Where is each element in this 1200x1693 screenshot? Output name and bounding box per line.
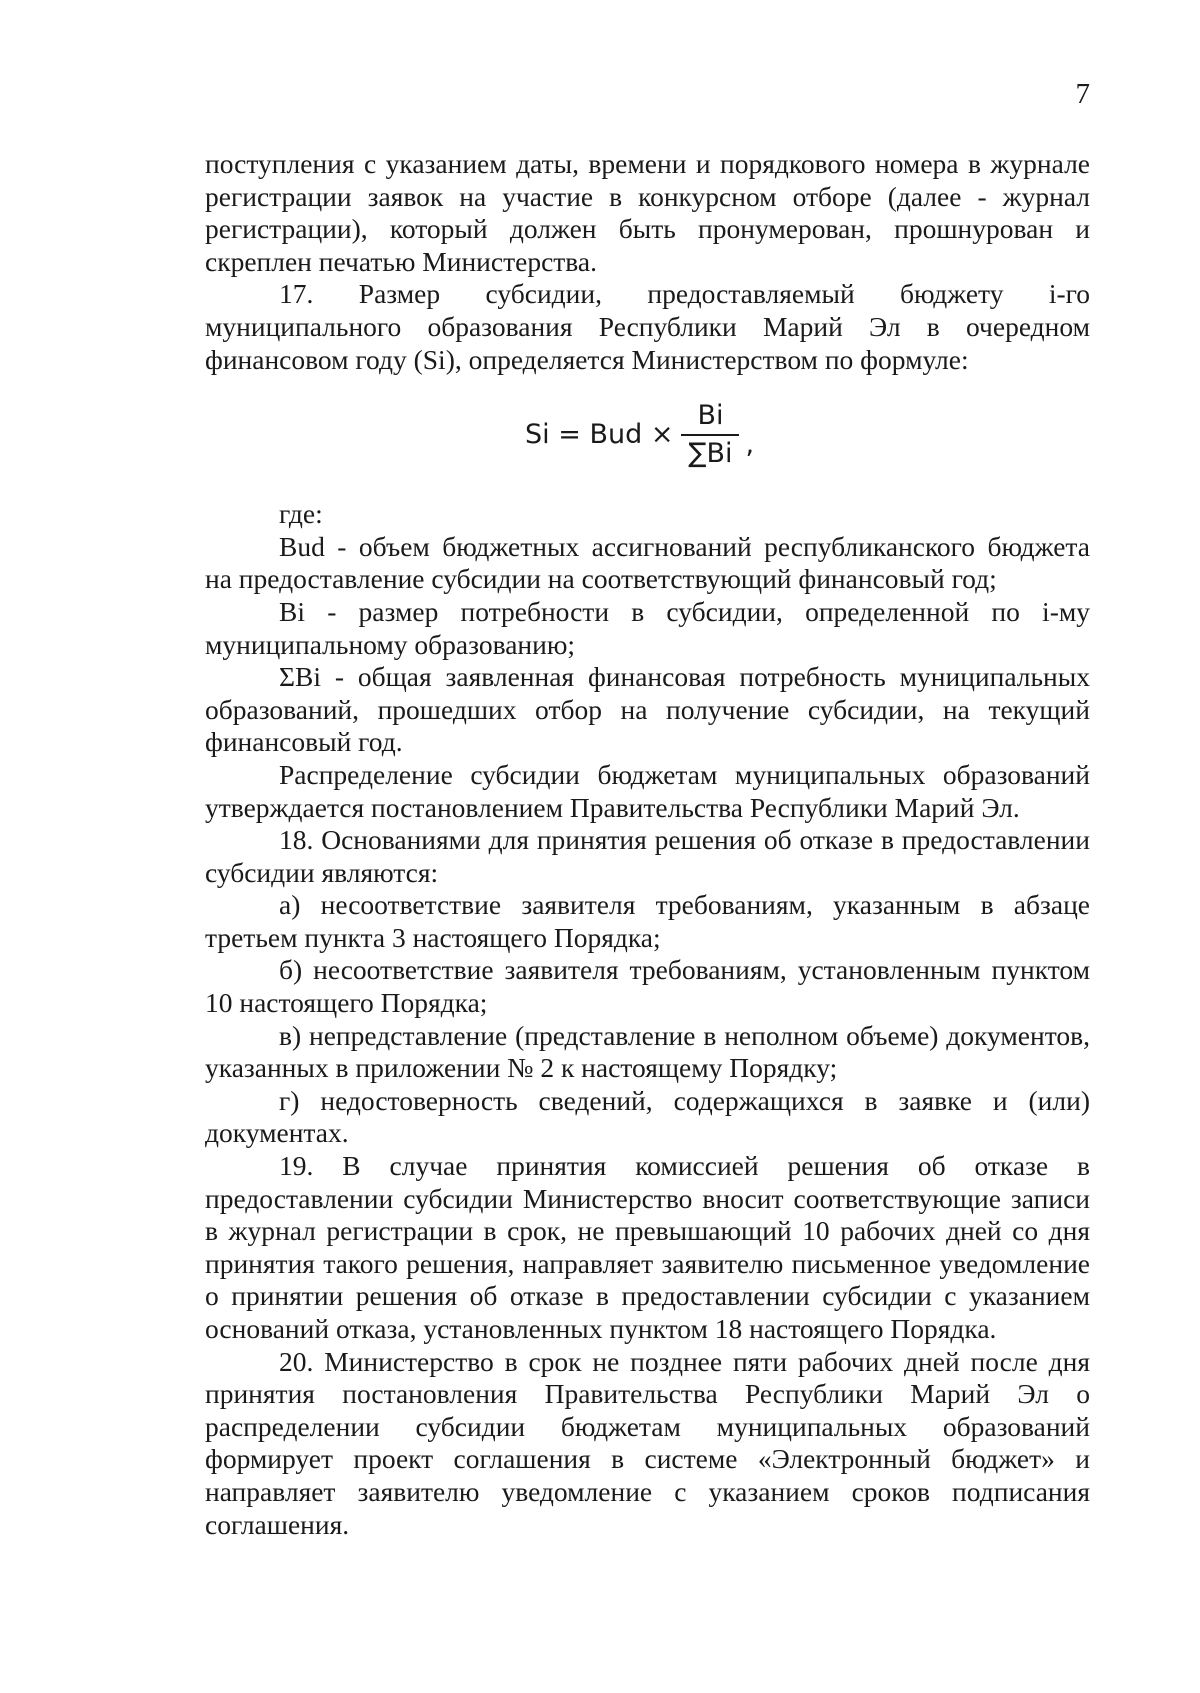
paragraph-where: где: <box>279 498 323 530</box>
paragraph-clause-19: 19. В случае принятия комиссией решения об отказе в предоставлении субсидии Министерство вносит соответствующие записи в журнал регистрации в срок, не превышающий 10 рабочих дней со дня принятия такого решения, направляет заявителю письменное уведомление о принятии решения об отказе в предоставлении субсидии с указанием оснований отказа, установленных пунктом 18 настоящего Порядка. <box>205 1150 1090 1344</box>
formula-equals: = <box>558 418 581 450</box>
subsidy-formula <box>205 376 1090 498</box>
fraction-denominator: ∑Bi <box>688 438 733 470</box>
page-number: 7 <box>1075 78 1090 110</box>
formula-expression <box>525 390 754 480</box>
formula-comma: , <box>745 428 755 460</box>
paragraph-def-sum-bi: ΣBi - общая заявленная финансовая потребность муниципальных образований, прошедших отбор на получение субсидии, на текущий финансовый год. <box>205 661 1090 758</box>
paragraph-clause-18: 18. Основаниями для принятия решения об отказе в предоставлении субсидии являются: <box>205 824 1090 888</box>
formula-fraction <box>681 400 739 471</box>
paragraph-item-b: б) несоответствие заявителя требованиям, установленным пунктом 10 настоящего Порядка; <box>205 954 1090 1019</box>
document-body <box>205 148 1090 1541</box>
formula-times: × <box>650 418 674 450</box>
paragraph-item-v: в) непредставление (представление в неполном объеме) документов, указанных в приложении № 2 к настоящему Порядку; <box>205 1019 1090 1084</box>
paragraph-def-bi: Bi - размер потребности в субсидии, определенной по i-му муниципальному образованию; <box>205 595 1090 660</box>
paragraph-def-bud: Bud - объем бюджетных ассигнований республиканского бюджета на предоставление субсидии на соответствующий финансовый год; <box>205 530 1090 595</box>
paragraph-item-g: г) недостоверность сведений, содержащихся в заявке и (или) документах. <box>205 1084 1090 1149</box>
paragraph-distribution: Распределение субсидии бюджетам муниципальных образований утверждается постановлением Правительства Республики Марий Эл. <box>205 758 1090 823</box>
paragraph-item-a: а) несоответствие заявителя требованиям, указанным в абзаце третьем пункта 3 настоящего Порядка; <box>205 889 1090 953</box>
formula-term: Bud <box>589 418 643 450</box>
fraction-numerator: Bi <box>697 399 724 431</box>
paragraph-clause-20: 20. Министерство в срок не позднее пяти рабочих дней после дня принятия постановления Правительства Республики Марий Эл о распределении субсидии бюджетам муниципальных образований формирует проект соглашения в системе «Электронный бюджет» и направляет заявителю уведомление с указанием сроков подписания соглашения. <box>205 1345 1090 1540</box>
paragraph-continuation: поступления с указанием даты, времени и порядкового номера в журнале регистрации заявок на участие в конкурсном отборе (далее - журнал регистрации), который должен быть пронумерован, прошнурован и скреплен печатью Министерства. <box>205 148 1090 277</box>
paragraph-clause-17: 17. Размер субсидии, предоставляемый бюджету i-го муниципального образования Республики Марий Эл в очередном финансовом году (Si), определяется Министерством по формуле: <box>205 278 1090 375</box>
formula-lhs: Si <box>525 418 550 450</box>
